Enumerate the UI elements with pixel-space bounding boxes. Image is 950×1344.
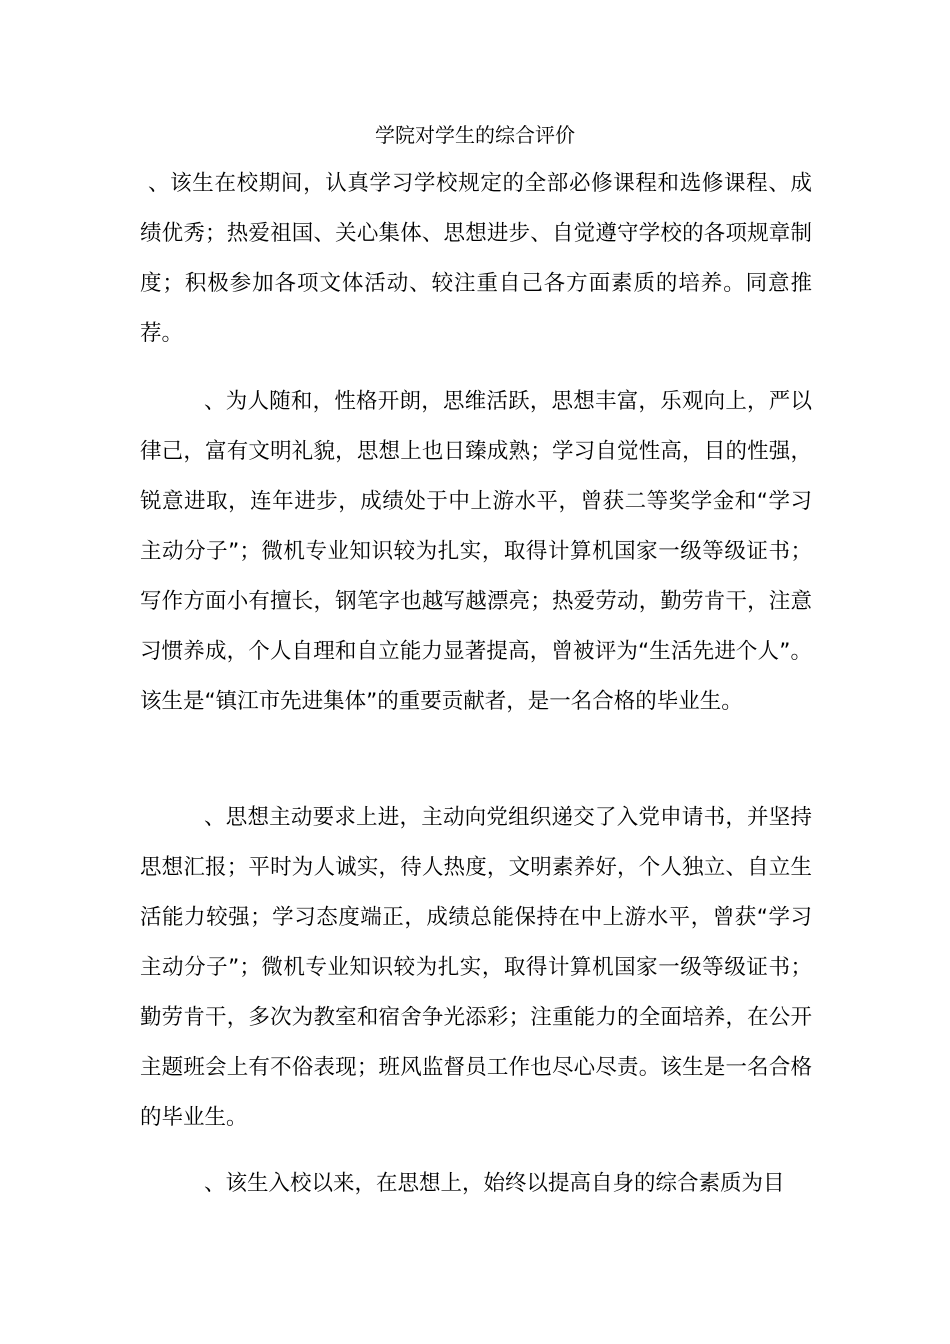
document-title: 学院对学生的综合评价	[375, 123, 575, 147]
evaluation-paragraph-3: 、思想主动要求上进，主动向党组织递交了入党申请书，并坚持思想汇报；平时为人诚实，待人热度，文明素养好，个人独立、自立生活能力较强；学习态度端正，成绩总能保持在中上游水平，曾获“学习主动分子”；微机专业知识较为扎实，取得计算机国家一级等级证书；勤劳肯干，多次为教室和宿舍争光添彩；注重能力的全面培养，在公开主题班会上有不俗表现；班风监督员工作也尽心尽责。该生是一名合格的毕业生。	[140, 805, 812, 1130]
evaluation-paragraph-1: 、该生在校期间，认真学习学校规定的全部必修课程和选修课程、成绩优秀；热爱祖国、关心集体、思想进步、自觉遵守学校的各项规章制度；积极参加各项文体活动、较注重自己各方面素质的培养。同意推荐。	[140, 171, 812, 346]
evaluation-paragraph-4: 、该生入校以来，在思想上，始终以提高自身的综合素质为目	[204, 1171, 785, 1196]
evaluation-paragraph-2: 、为人随和，性格开朗，思维活跃，思想丰富，乐观向上，严以律己，富有文明礼貌，思想上也日臻成熟；学习自觉性高，目的性强，锐意进取，连年进步，成绩处于中上游水平，曾获二等奖学金和“学习主动分子”；微机专业知识较为扎实，取得计算机国家一级等级证书；写作方面小有擅长，钢笔字也越写越漂亮；热爱劳动，勤劳肯干，注意习惯养成，个人自理和自立能力显著提高，曾被评为“生活先进个人”。该生是“镇江市先进集体”的重要贡献者，是一名合格的毕业生。	[140, 389, 812, 714]
